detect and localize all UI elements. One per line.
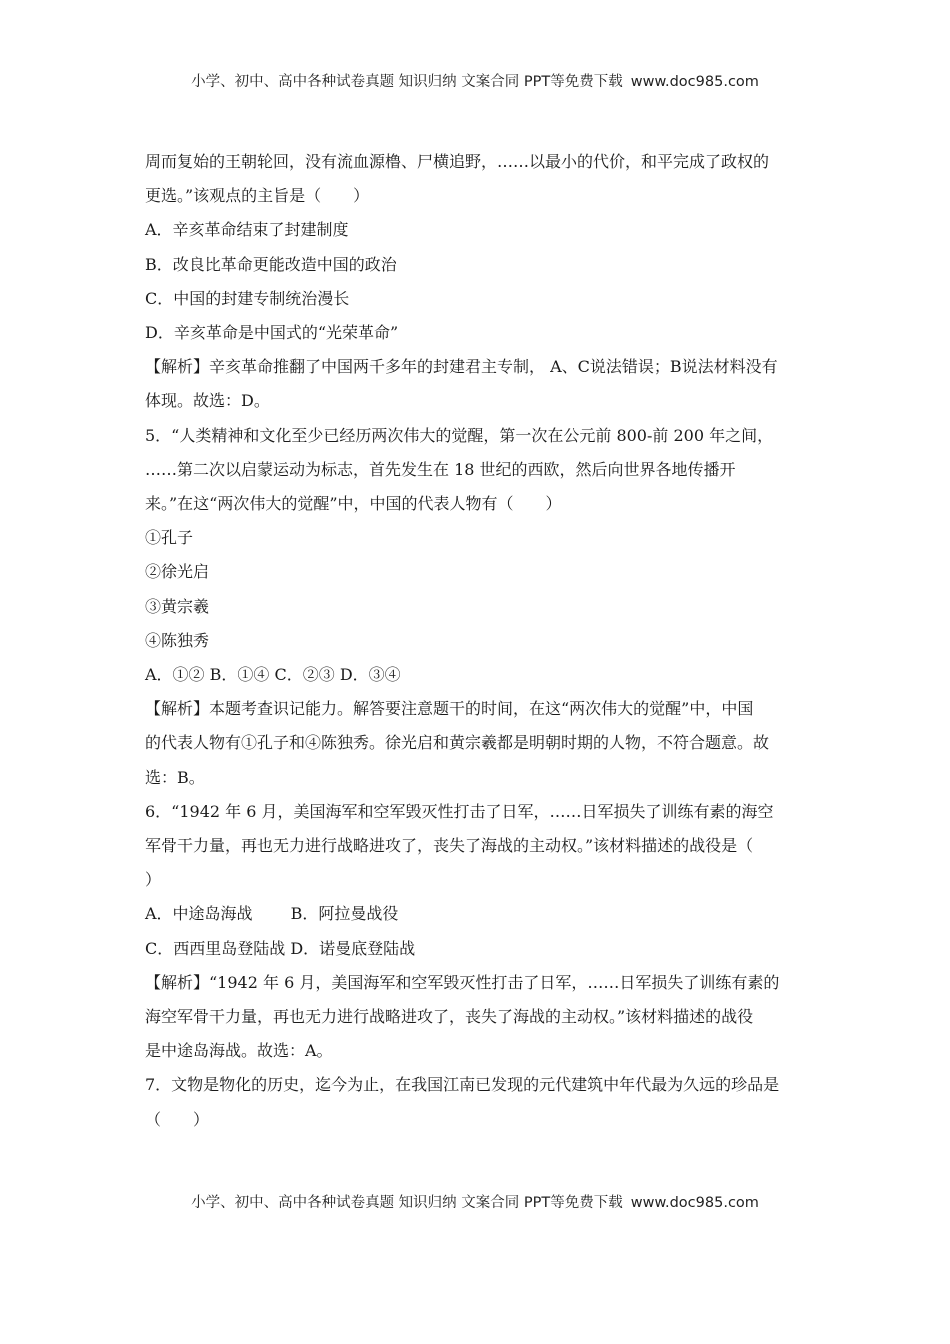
q5-item-4: ④陈独秀	[145, 630, 210, 650]
question-content	[145, 145, 810, 1137]
q4-option-d: D．辛亥革命是中国式的“光荣革命”	[145, 323, 399, 343]
q4-option-b: B．改良比革命更能改造中国的政治	[145, 254, 397, 274]
footer-url[interactable]: www.doc985.com	[630, 1195, 759, 1211]
q4-stem-line: 周而复始的王朝轮回，没有流血源橹、尸横追野，……以最小的代价，和平完成了政权的	[145, 152, 770, 171]
q7-stem-line: 7．文物是物化的历史，迄今为止，在我国江南已发现的元代建筑中年代最为久远的珍品是	[145, 1075, 780, 1095]
q5-analysis-line: 的代表人物有①孔子和④陈独秀。徐光启和黄宗羲都是明朝时期的人物，不符合题意。故	[145, 733, 770, 753]
q4-option-c: C．中国的封建专制统治漫长	[145, 288, 350, 308]
q6-analysis-line: 【解析】“1942 年 6 月，美国海军和空军毁灭性打击了日军，……日军损失了训练有素的	[145, 972, 780, 992]
q6-stem-line: 军骨干力量，再也无力进行战略进攻了，丧失了海战的主动权。”该材料描述的战役是（	[145, 836, 754, 856]
q6-option-b: B．阿拉曼战役	[290, 904, 399, 924]
q6-stem-line: 6．“1942 年 6 月，美国海军和空军毁灭性打击了日军，……日军损失了训练有素的海空	[145, 801, 774, 821]
q6-stem-line: ）	[145, 870, 162, 890]
q4-analysis-line: 【解析】辛亥革命推翻了中国两千多年的封建君主专制， A、C说法错误；B说法材料没有	[145, 357, 778, 377]
page-header	[0, 70, 950, 91]
q4-stem-line: 更选。”该观点的主旨是（ ）	[145, 186, 370, 206]
header-url[interactable]: www.doc985.com	[630, 74, 759, 90]
q6-options-row-1	[145, 897, 810, 931]
q5-item-1: ①孔子	[145, 528, 194, 548]
q6-options-row-2: C．西西里岛登陆战 D．诺曼底登陆战	[145, 938, 416, 958]
q6-analysis-line: 是中途岛海战。故选：A。	[145, 1041, 333, 1061]
header-text: 小学、初中、高中各种试卷真题 知识归纳 文案合同 PPT等免费下载	[191, 74, 623, 90]
q5-stem-line: ……第二次以启蒙运动为标志，首先发生在 18 世纪的西欧，然后向世界各地传播开	[145, 459, 736, 479]
q5-item-3: ③黄宗羲	[145, 596, 210, 616]
q7-stem-line: （ ）	[145, 1109, 210, 1129]
q5-stem-line: 5．“人类精神和文化至少已经历两次伟大的觉醒，第一次在公元前 800-前 200 年之间，	[145, 425, 774, 445]
q5-item-2: ②徐光启	[145, 562, 210, 582]
q5-options: A．①② B．①④ C．②③ D．③④	[145, 665, 401, 685]
page-footer	[0, 1191, 950, 1212]
q6-analysis-line: 海空军骨干力量，再也无力进行战略进攻了，丧失了海战的主动权。”该材料描述的战役	[145, 1007, 754, 1027]
q4-analysis-line: 体现。故选：D。	[145, 391, 270, 411]
footer-text: 小学、初中、高中各种试卷真题 知识归纳 文案合同 PPT等免费下载	[191, 1195, 623, 1211]
q5-stem-line: 来。”在这“两次伟大的觉醒”中，中国的代表人物有（ ）	[145, 494, 562, 514]
q6-option-a: A．中途岛海战	[145, 904, 253, 924]
q5-analysis-line: 【解析】本题考查识记能力。解答要注意题干的时间，在这“两次伟大的觉醒”中，中国	[145, 699, 754, 719]
q4-option-a: A．辛亥革命结束了封建制度	[145, 220, 349, 240]
q5-analysis-line: 选：B。	[145, 767, 205, 787]
